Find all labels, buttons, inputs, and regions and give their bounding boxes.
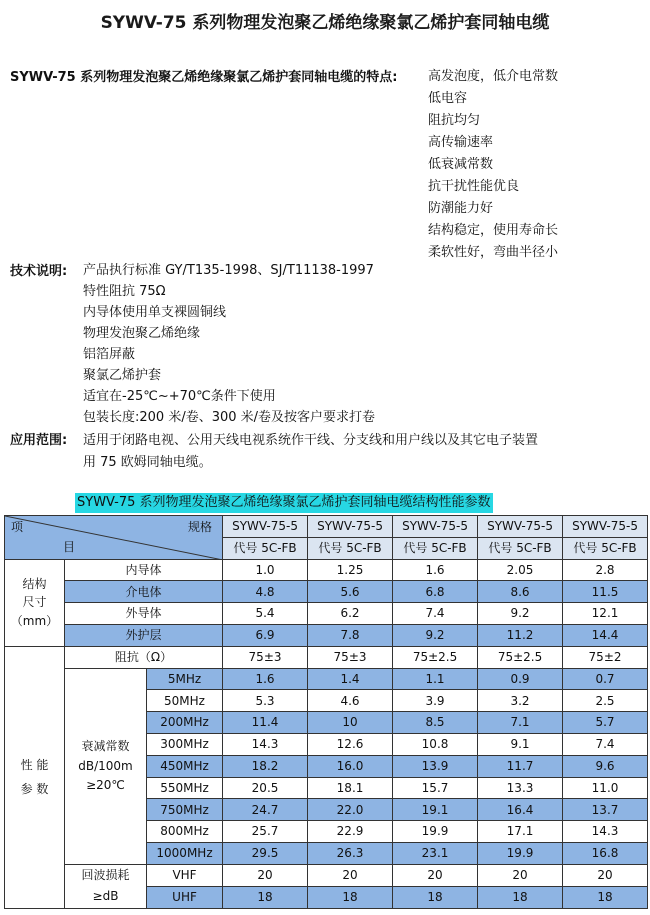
frequency-label: 50MHz (147, 690, 223, 712)
table-cell: 17.1 (478, 821, 563, 843)
application-text: 用 75 欧姆同轴电缆。 (83, 455, 212, 470)
table-cell: 18 (223, 886, 308, 908)
table-cell: 16.8 (563, 842, 648, 864)
group-label-line: ≥20℃ (86, 777, 125, 792)
feature-item: 低电容 (428, 91, 468, 106)
row-label: 外护层 (65, 624, 223, 646)
code-header: 代号 5C-FB (393, 537, 478, 559)
table-cell: 6.9 (223, 624, 308, 646)
tech-item: 产品执行标准 GY/T135-1998、SJ/T11138-1997 (83, 263, 374, 278)
table-cell: 5.4 (223, 603, 308, 625)
table-cell: 7.8 (308, 624, 393, 646)
application-text: 适用于闭路电视、公用天线电视系统作干线、分支线和用户线以及其它电子装置 (83, 433, 539, 448)
tech-item: 特性阻抗 75Ω (83, 284, 166, 299)
table-cell: 9.1 (478, 733, 563, 755)
table-cell: 1.6 (393, 559, 478, 581)
table-cell: 18 (563, 886, 648, 908)
table-row (5, 668, 648, 690)
table-cell: 14.4 (563, 624, 648, 646)
model-header: SYWV-75-5 (563, 516, 648, 538)
table-row (5, 624, 648, 646)
code-header: 代号 5C-FB (563, 537, 648, 559)
table-cell: 5.6 (308, 581, 393, 603)
table-cell: 0.7 (563, 668, 648, 690)
table-cell: 20.5 (223, 777, 308, 799)
group-label-line: dB/100m (78, 758, 133, 773)
table-cell: 18 (308, 886, 393, 908)
table-header-row (5, 516, 648, 538)
table-caption: SYWV-75 系列物理发泡聚乙烯绝缘聚氯乙烯护套同轴电缆结构性能参数 (75, 493, 493, 513)
table-cell: 75±3 (223, 646, 308, 668)
table-cell: 1.1 (393, 668, 478, 690)
table-cell: 20 (478, 864, 563, 886)
group-label-line: 回波损耗 (81, 867, 130, 882)
structure-group-label (5, 559, 65, 646)
table-cell: 9.2 (478, 603, 563, 625)
row-label: 介电体 (65, 581, 223, 603)
table-cell: 4.8 (223, 581, 308, 603)
table-cell: 14.3 (563, 821, 648, 843)
table-cell: 18.1 (308, 777, 393, 799)
table-cell: 18 (478, 886, 563, 908)
feature-item: 抗干扰性能优良 (428, 179, 520, 194)
tech-item: 内导体使用单支裸圆铜线 (83, 305, 227, 320)
group-label-line: 尺寸 (22, 595, 47, 610)
tech-item: 铝箔屏蔽 (83, 347, 136, 362)
table-cell: 23.1 (393, 842, 478, 864)
table-cell: 7.1 (478, 712, 563, 734)
table-cell: 16.0 (308, 755, 393, 777)
code-header: 代号 5C-FB (223, 537, 308, 559)
frequency-label: 300MHz (147, 733, 223, 755)
table-cell: 9.6 (563, 755, 648, 777)
table-cell: 26.3 (308, 842, 393, 864)
table-cell: 0.9 (478, 668, 563, 690)
table-cell: 20 (563, 864, 648, 886)
table-cell: 2.5 (563, 690, 648, 712)
table-cell: 3.2 (478, 690, 563, 712)
table-row (5, 646, 648, 668)
row-label: 外导体 (65, 603, 223, 625)
tech-item: 适宜在-25℃~+70℃条件下使用 (83, 389, 276, 404)
table-cell: 3.9 (393, 690, 478, 712)
row-label: 阻抗（Ω） (65, 646, 223, 668)
params-table (4, 515, 648, 909)
table-row (5, 581, 648, 603)
feature-item: 结构稳定，使用寿命长 (428, 223, 559, 238)
band-label: UHF (147, 886, 223, 908)
frequency-label: 750MHz (147, 799, 223, 821)
table-cell: 13.3 (478, 777, 563, 799)
model-header: SYWV-75-5 (223, 516, 308, 538)
table-cell: 29.5 (223, 842, 308, 864)
table-cell: 11.4 (223, 712, 308, 734)
table-cell: 1.25 (308, 559, 393, 581)
table-cell: 11.0 (563, 777, 648, 799)
frequency-label: 800MHz (147, 821, 223, 843)
table-row (5, 603, 648, 625)
application-label: 应用范围: (10, 433, 68, 448)
table-cell: 10 (308, 712, 393, 734)
table-cell: 10.8 (393, 733, 478, 755)
table-cell: 19.1 (393, 799, 478, 821)
model-header: SYWV-75-5 (478, 516, 563, 538)
table-row (5, 864, 648, 886)
table-cell: 16.4 (478, 799, 563, 821)
table-cell: 18.2 (223, 755, 308, 777)
table-cell: 5.3 (223, 690, 308, 712)
table-corner-cell (5, 516, 223, 560)
table-cell: 8.6 (478, 581, 563, 603)
table-row (5, 559, 648, 581)
table-cell: 25.7 (223, 821, 308, 843)
band-label: VHF (147, 864, 223, 886)
table-cell: 13.9 (393, 755, 478, 777)
table-cell: 22.0 (308, 799, 393, 821)
tech-item: 包装长度:200 米/卷、300 米/卷及按客户要求打卷 (83, 410, 376, 425)
table-cell: 75±3 (308, 646, 393, 668)
table-cell: 13.7 (563, 799, 648, 821)
code-header: 代号 5C-FB (308, 537, 393, 559)
table-cell: 12.1 (563, 603, 648, 625)
frequency-label: 5MHz (147, 668, 223, 690)
table-cell: 22.9 (308, 821, 393, 843)
table-cell: 5.7 (563, 712, 648, 734)
table-cell: 4.6 (308, 690, 393, 712)
feature-item: 阻抗均匀 (428, 113, 481, 128)
performance-group-label (5, 646, 65, 908)
attenuation-group-label (65, 668, 147, 864)
frequency-label: 200MHz (147, 712, 223, 734)
table-cell: 12.6 (308, 733, 393, 755)
table-cell: 75±2 (563, 646, 648, 668)
feature-item: 高传输速率 (428, 135, 494, 150)
group-label-line: 结构 (22, 576, 47, 591)
group-label-line: 衰减常数 (81, 739, 130, 754)
table-cell: 11.7 (478, 755, 563, 777)
table-cell: 19.9 (393, 821, 478, 843)
group-label-line: 性 能 (20, 758, 49, 773)
corner-spec-label: 规格 (188, 520, 213, 534)
table-cell: 7.4 (563, 733, 648, 755)
feature-item: 低衰减常数 (428, 157, 494, 172)
table-cell: 24.7 (223, 799, 308, 821)
table-cell: 6.2 (308, 603, 393, 625)
table-cell: 11.2 (478, 624, 563, 646)
table-cell: 20 (308, 864, 393, 886)
frequency-label: 1000MHz (147, 842, 223, 864)
frequency-label: 550MHz (147, 777, 223, 799)
corner-item-label: 项 (11, 520, 24, 534)
group-label-line: 参 数 (20, 782, 49, 797)
table-cell: 6.8 (393, 581, 478, 603)
table-cell: 9.2 (393, 624, 478, 646)
model-header: SYWV-75-5 (308, 516, 393, 538)
frequency-label: 450MHz (147, 755, 223, 777)
return-loss-group-label (65, 864, 147, 908)
table-cell: 8.5 (393, 712, 478, 734)
table-cell: 20 (393, 864, 478, 886)
corner-item-label: 目 (63, 540, 76, 554)
group-label-line: ≥dB (92, 889, 119, 904)
table-cell: 11.5 (563, 581, 648, 603)
table-cell: 1.0 (223, 559, 308, 581)
feature-item: 防潮能力好 (428, 201, 494, 216)
table-cell: 15.7 (393, 777, 478, 799)
model-header: SYWV-75-5 (393, 516, 478, 538)
features-heading: SYWV-75 系列物理发泡聚乙烯绝缘聚氯乙烯护套同轴电缆的特点: (10, 70, 398, 85)
feature-item: 柔软性好，弯曲半径小 (428, 245, 559, 260)
table-cell: 1.6 (223, 668, 308, 690)
tech-item: 物理发泡聚乙烯绝缘 (83, 326, 201, 341)
features-list (428, 66, 558, 264)
tech-label: 技术说明: (10, 264, 68, 279)
group-label-line: （mm） (10, 613, 59, 628)
code-header: 代号 5C-FB (478, 537, 563, 559)
page-title: SYWV-75 系列物理发泡聚乙烯绝缘聚氯乙烯护套同轴电缆 (100, 13, 550, 33)
tech-item: 聚氯乙烯护套 (83, 368, 162, 383)
table-cell: 18 (393, 886, 478, 908)
table-cell: 20 (223, 864, 308, 886)
table-cell: 2.05 (478, 559, 563, 581)
table-cell: 75±2.5 (393, 646, 478, 668)
row-label: 内导体 (65, 559, 223, 581)
table-cell: 75±2.5 (478, 646, 563, 668)
table-cell: 2.8 (563, 559, 648, 581)
table-cell: 14.3 (223, 733, 308, 755)
feature-item: 高发泡度，低介电常数 (428, 69, 559, 84)
table-cell: 19.9 (478, 842, 563, 864)
table-cell: 7.4 (393, 603, 478, 625)
table-cell: 1.4 (308, 668, 393, 690)
